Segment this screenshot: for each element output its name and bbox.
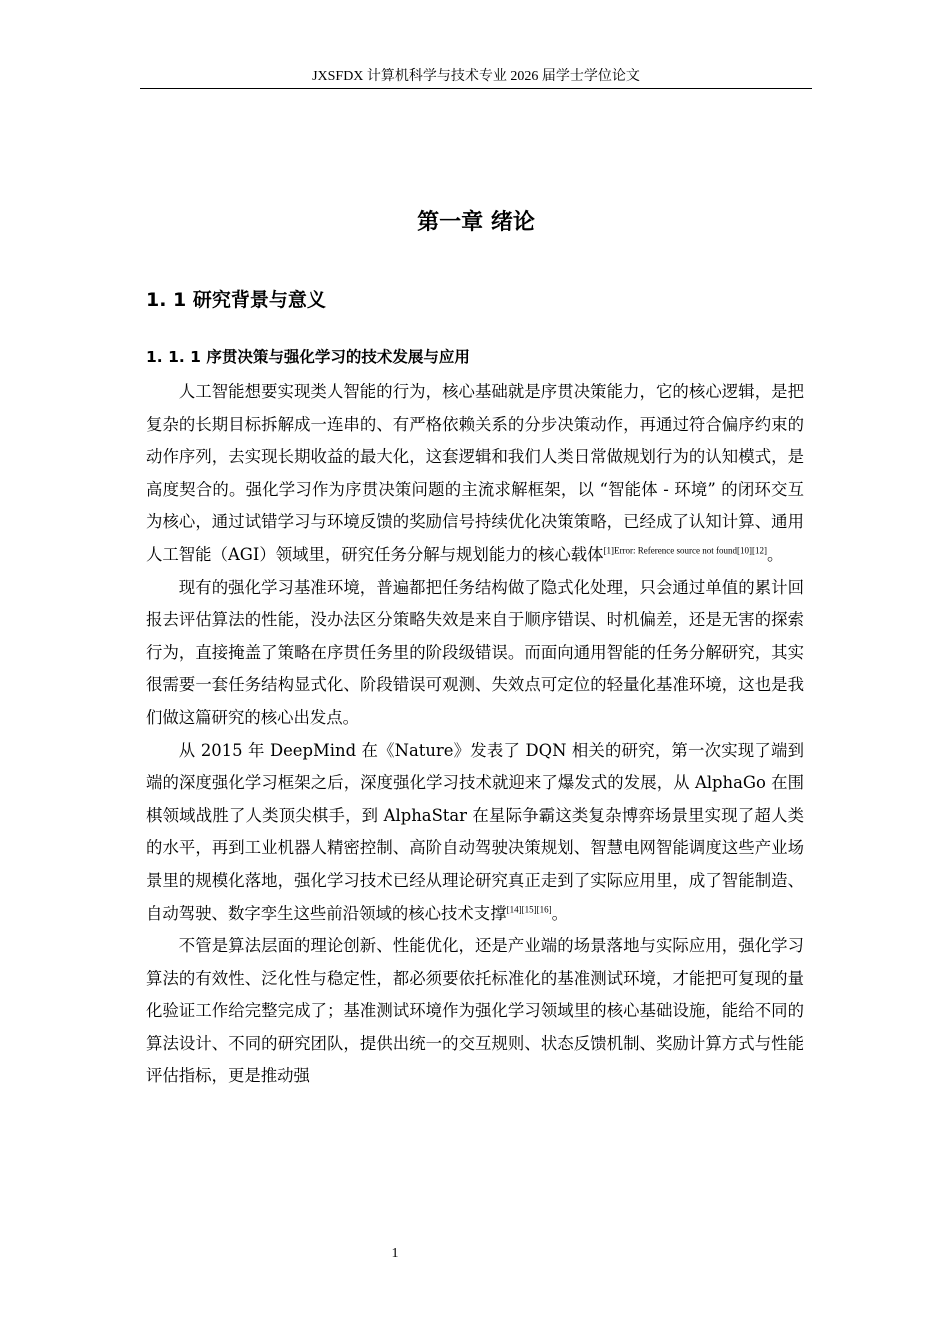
running-header: JXSFDX 计算机科学与技术专业 2026 届学士学位论文 [312,69,640,84]
header-rule [140,88,812,89]
chapter-title: 第一章 绪论 [417,210,535,235]
citation: [1]Error: Reference source not found[10][12] [603,545,767,556]
citation: [14][15][16] [506,904,552,915]
subsection-heading: 1. 1. 1 序贯决策与强化学习的技术发展与应用 [146,348,470,366]
page-number: 1 [391,1246,399,1261]
paragraph [146,735,804,931]
paragraph-text: 不管是算法层面的理论创新、性能优化，还是产业端的场景落地与实际应用，强化学习算法的有效性、泛化性与稳定性，都必须要依托标准化的基准测试环境，才能把可复现的量化验证工作给完整完成了；基准测试环境作为强化学习领域里的核心基础设施，能给不同的算法设计、不同的研究团队，提供出统一的交互规则、状态反馈机制、奖励计算方式与性能评估指标，更是推动强 [146,936,804,1086]
body-text [146,376,804,1093]
paragraph [146,376,804,572]
paragraph [146,930,804,1093]
section-heading: 1. 1 研究背景与意义 [146,289,326,311]
paragraph-text: 从 2015 年 DeepMind 在《Nature》发表了 DQN 相关的研究，第一次实现了端到端的深度强化学习框架之后，深度强化学习技术就迎来了爆发式的发展，从 AlphaGo 在围棋领域战胜了人类顶尖棋手，到 AlphaStar 在星际争霸这类复杂博弈场景里实现了超人类的水平，再到工业机器人精密控制、高阶自动驾驶决策规划、智慧电网智能调度这些产业场景里的规模化落地，强化学习技术已经从理论研究真正走到了实际应用里，成了智能制造、自动驾驶、数字孪生这些前沿领域的核心技术支撑 [146,740,804,923]
paragraph-tail: 。 [767,544,784,564]
paragraph [146,572,804,735]
paragraph-tail: 。 [551,903,568,923]
paragraph-text: 人工智能想要实现类人智能的行为，核心基础就是序贯决策能力，它的核心逻辑，是把复杂的长期目标拆解成一连串的、有严格依赖关系的分步决策动作，再通过符合偏序约束的动作序列，去实现长期收益的最大化，这套逻辑和我们人类日常做规划行为的认知模式，是高度契合的。强化学习作为序贯决策问题的主流求解框架，以 “智能体 - 环境” 的闭环交互为核心，通过试错学习与环境反馈的奖励信号持续优化决策策略，已经成了认知计算、通用人工智能（AGI）领域里，研究任务分解与规划能力的核心载体 [146,382,804,564]
paragraph-text: 现有的强化学习基准环境，普遍都把任务结构做了隐式化处理，只会通过单值的累计回报去评估算法的性能，没办法区分策略失效是来自于顺序错误、时机偏差，还是无害的探索行为，直接掩盖了策略在序贯任务里的阶段级错误。而面向通用智能的任务分解研究，其实很需要一套任务结构显式化、阶段错误可观测、失效点可定位的轻量化基准环境，这也是我们做这篇研究的核心出发点。 [146,577,804,727]
